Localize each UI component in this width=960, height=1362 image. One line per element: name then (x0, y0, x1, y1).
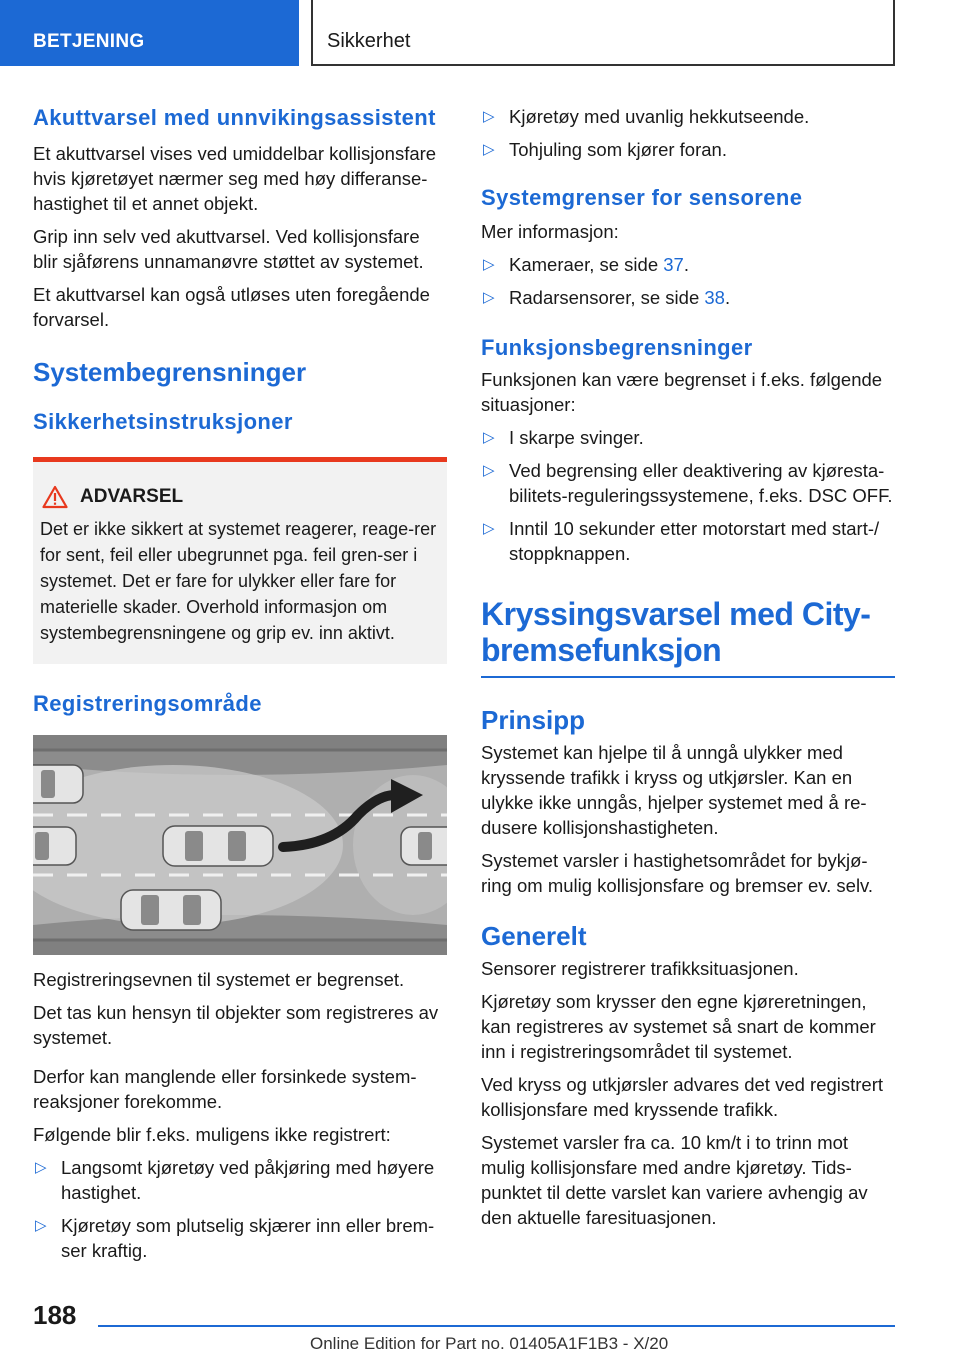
warning-text: Det er ikke sikkert at systemet reagerer, reage-rer for sent, feil eller ubegrunnet pga. feil gren-ser i systemet. Det er fare for ulykker eller fare for materielle skader. Overhold informasjon om systembegrensningene og grip ev. inn aktivt. (40, 519, 437, 643)
paragraph: Det tas kun hensyn til objekter som registreres av systemet. (33, 1002, 439, 1048)
warning-box (33, 457, 447, 664)
heading-registreringsomrade: Registreringsområde (33, 691, 262, 716)
paragraph: Et akuttvarsel vises ved umiddelbar kollisjonsfare hvis kjøretøyet nærmer seg med høy differanse-hastighet til et annet objekt. (33, 143, 437, 214)
paragraph: Grip inn selv ved akuttvarsel. Ved kollisjonsfare blir sjåførens unnamanøvre støttet av systemet. (33, 226, 424, 272)
detection-illustration-svg (33, 735, 447, 955)
paragraph: Registreringsevnen til systemet er begrenset. (33, 969, 405, 990)
page-number: 188 (33, 1300, 77, 1330)
list-item: ▷ Kjøretøy som plutselig skjærer inn eller brem-ser kraftig. (35, 1215, 435, 1261)
triangle-bullet-icon: ▷ (483, 256, 495, 273)
triangle-bullet-icon: ▷ (35, 1217, 47, 1234)
warning-triangle-icon (42, 485, 68, 509)
heading-generelt: Generelt (481, 921, 587, 951)
triangle-bullet-icon: ▷ (483, 429, 495, 446)
paragraph: Mer informasjon: (481, 221, 619, 242)
detection-area-illustration (33, 735, 447, 955)
page-link-37[interactable]: 37 (663, 254, 684, 275)
heading-systembegrensninger: Systembegrensninger (33, 357, 307, 387)
sensor-list (481, 252, 895, 310)
paragraph: Et akuttvarsel kan også utløses uten foregående forvarsel. (33, 284, 430, 330)
paragraph: Derfor kan manglende eller forsinkede system-reaksjoner forekomme. (33, 1066, 417, 1112)
triangle-bullet-icon: ▷ (483, 141, 495, 158)
paragraph: Systemet kan hjelpe til å unngå ulykker med kryssende trafikk i kryss og utkjørsler. Kan en ulykke ikke unngås, hjelper systemet med å re-dusere kollisjonshastigheten. (481, 742, 867, 838)
edition-note: Online Edition for Part no. 01405A1F1B3 - X/20 (310, 1334, 669, 1353)
list-item: ▷ I skarpe svinger. (483, 427, 644, 448)
chapter-tab: BETJENING (0, 0, 299, 66)
paragraph: Sensorer registrerer trafikksituasjonen. (481, 958, 799, 979)
heading-prinsipp: Prinsipp (481, 705, 586, 735)
list-item: ▷ Tohjuling som kjører foran. (483, 139, 727, 160)
triangle-bullet-icon: ▷ (35, 1159, 47, 1176)
list-item: ▷ Kjøretøy med uvanlig hekkutseende. (483, 106, 810, 127)
triangle-bullet-icon: ▷ (483, 289, 495, 306)
left-column (33, 104, 447, 1263)
list-item: ▷ Inntil 10 sekunder etter motorstart med start-/ stoppknappen. (483, 518, 880, 564)
warning-title: ADVARSEL (80, 486, 184, 507)
not-detected-list (33, 1155, 447, 1263)
warning-header (40, 484, 439, 510)
paragraph: Kjøretøy som krysser den egne kjøreretningen, kan registreres av systemet så snart de kommer inn i registreringsområdet til systemet. (481, 991, 876, 1062)
paragraph: Systemet varsler i hastighetsområdet for bykjø-ring om mulig kollisjonsfare og bremser ev. selv. (481, 850, 874, 896)
page-footer (0, 1296, 960, 1362)
list-item: ▷ Kameraer, se side 37. (483, 254, 689, 275)
paragraph: Systemet varsler fra ca. 10 km/t i to trinn mot mulig kollisjonsfare med andre kjøretøy. Tids-punktet til dette varslet kan variere avhengig av den aktuelle faresituasjonen. (481, 1132, 868, 1228)
heading-funksjonsbegrensninger: Funksjonsbegrensninger (481, 335, 753, 360)
heading-systemgrenser-sensorene: Systemgrenser for sensorene (481, 185, 803, 210)
page-header (0, 0, 960, 66)
section-title: Sikkerhet (311, 0, 895, 66)
right-column (481, 104, 895, 1230)
not-detected-list-cont (481, 104, 895, 162)
list-item: ▷ Radarsensorer, se side 38. (483, 287, 731, 308)
funksjon-list (481, 425, 895, 566)
list-item: ▷ Langsomt kjøretøy ved påkjøring med høyere hastighet. (35, 1157, 435, 1203)
footer-divider (98, 1325, 895, 1327)
heading-kryssingsvarsel: Kryssingsvarsel med City-bremsefunksjon (481, 596, 895, 678)
list-item: ▷ Ved begrensing eller deaktivering av kjøresta-bilitets-reguleringssystemene, f.eks. DSC OFF. (483, 460, 893, 506)
page-link-38[interactable]: 38 (704, 287, 725, 308)
paragraph: Funksjonen kan være begrenset i f.eks. følgende situasjoner: (481, 369, 883, 415)
paragraph: Følgende blir f.eks. muligens ikke registrert: (33, 1124, 391, 1145)
paragraph: Ved kryss og utkjørsler advares det ved registrert kollisjonsfare med kryssende trafikk. (481, 1074, 884, 1120)
triangle-bullet-icon: ▷ (483, 108, 495, 125)
heading-akuttvarsel: Akuttvarsel med unnvikingsassistent (33, 105, 436, 130)
heading-sikkerhetsinstruksjoner: Sikkerhetsinstruksjoner (33, 409, 293, 434)
triangle-bullet-icon: ▷ (483, 520, 495, 537)
triangle-bullet-icon: ▷ (483, 462, 495, 479)
